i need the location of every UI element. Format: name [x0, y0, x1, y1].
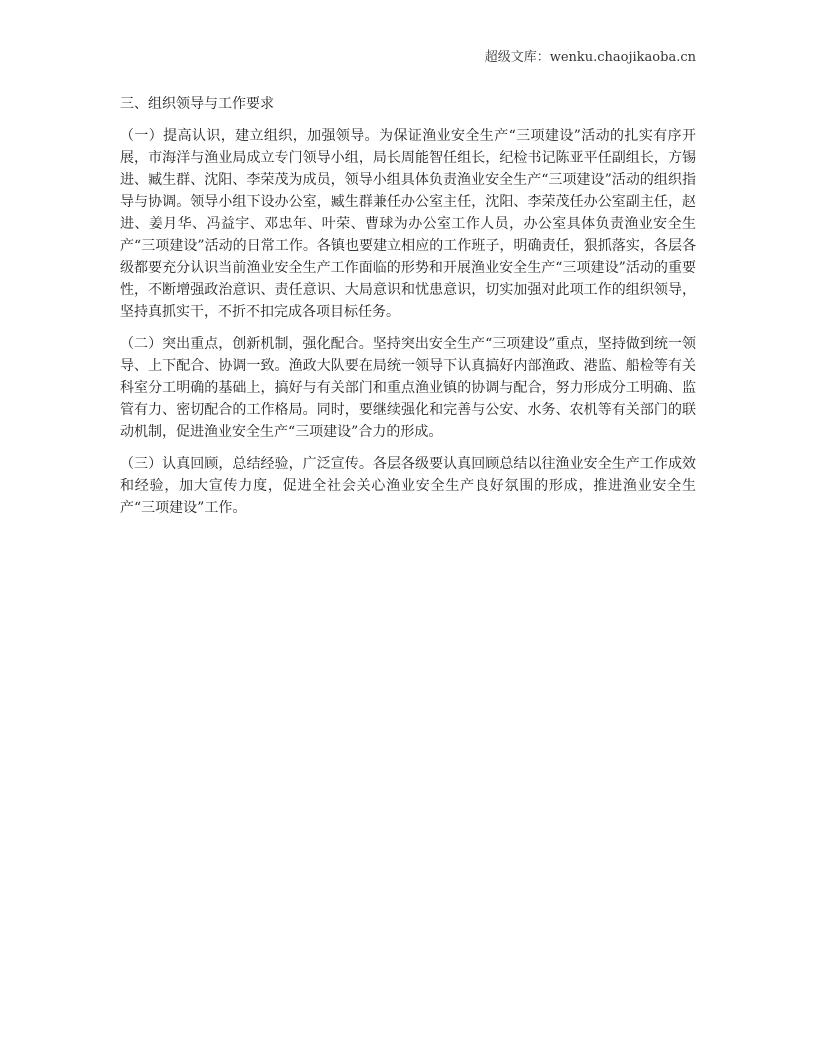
paragraph-2: （二）突出重点，创新机制，强化配合。坚持突出安全生产“三项建设”重点，坚持做到统一领导、上下配合、协调一致。渔政大队要在局统一领导下认真搞好内部渔政、港监、船检等有关科室分工明确的基础上，搞好与有关部门和重点渔业镇的协调与配合，努力形成分工明确、监管有力、密切配合的工作格局。同时，要继续强化和完善与公安、水务、农机等有关部门的联动机制，促进渔业安全生产“三项建设”合力的形成。 [120, 336, 696, 440]
site-header-label: 超级文库：wenku.chaojikaoba.cn [484, 50, 696, 65]
section-heading: 三、组织领导与工作要求 [120, 96, 274, 112]
paragraph-1: （一）提高认识，建立组织，加强领导。为保证渔业安全生产“三项建设”活动的扎实有序开展，市海洋与渔业局成立专门领导小组，局长周能智任组长，纪检书记陈亚平任副组长，方锡进、臧生群、沈阳、李荣茂为成员，领导小组具体负责渔业安全生产“三项建设”活动的组织指导与协调。领导小组下设办公室，臧生群兼任办公室主任，沈阳、李荣茂任办公室副主任，赵进、姜月华、冯益宇、邓忠年、叶荣、曹球为办公室工作人员，办公室具体负责渔业安全生产“三项建设”活动的日常工作。各镇也要建立相应的工作班子，明确责任，狠抓落实，各层各级都要充分认识当前渔业安全生产工作面临的形势和开展渔业安全生产“三项建设”活动的重要性，不断增强政治意识、责任意识、大局意识和忧患意识，切实加强对此项工作的组织领导，坚持真抓实干，不折不扣完成各项目标任务。 [120, 128, 696, 320]
paragraph-3: （三）认真回顾，总结经验，广泛宣传。各层各级要认真回顾总结以往渔业安全生产工作成效和经验，加大宣传力度，促进全社会关心渔业安全生产良好氛围的形成，推进渔业安全生产“三项建设”工作。 [120, 456, 696, 516]
document-body [120, 93, 696, 529]
